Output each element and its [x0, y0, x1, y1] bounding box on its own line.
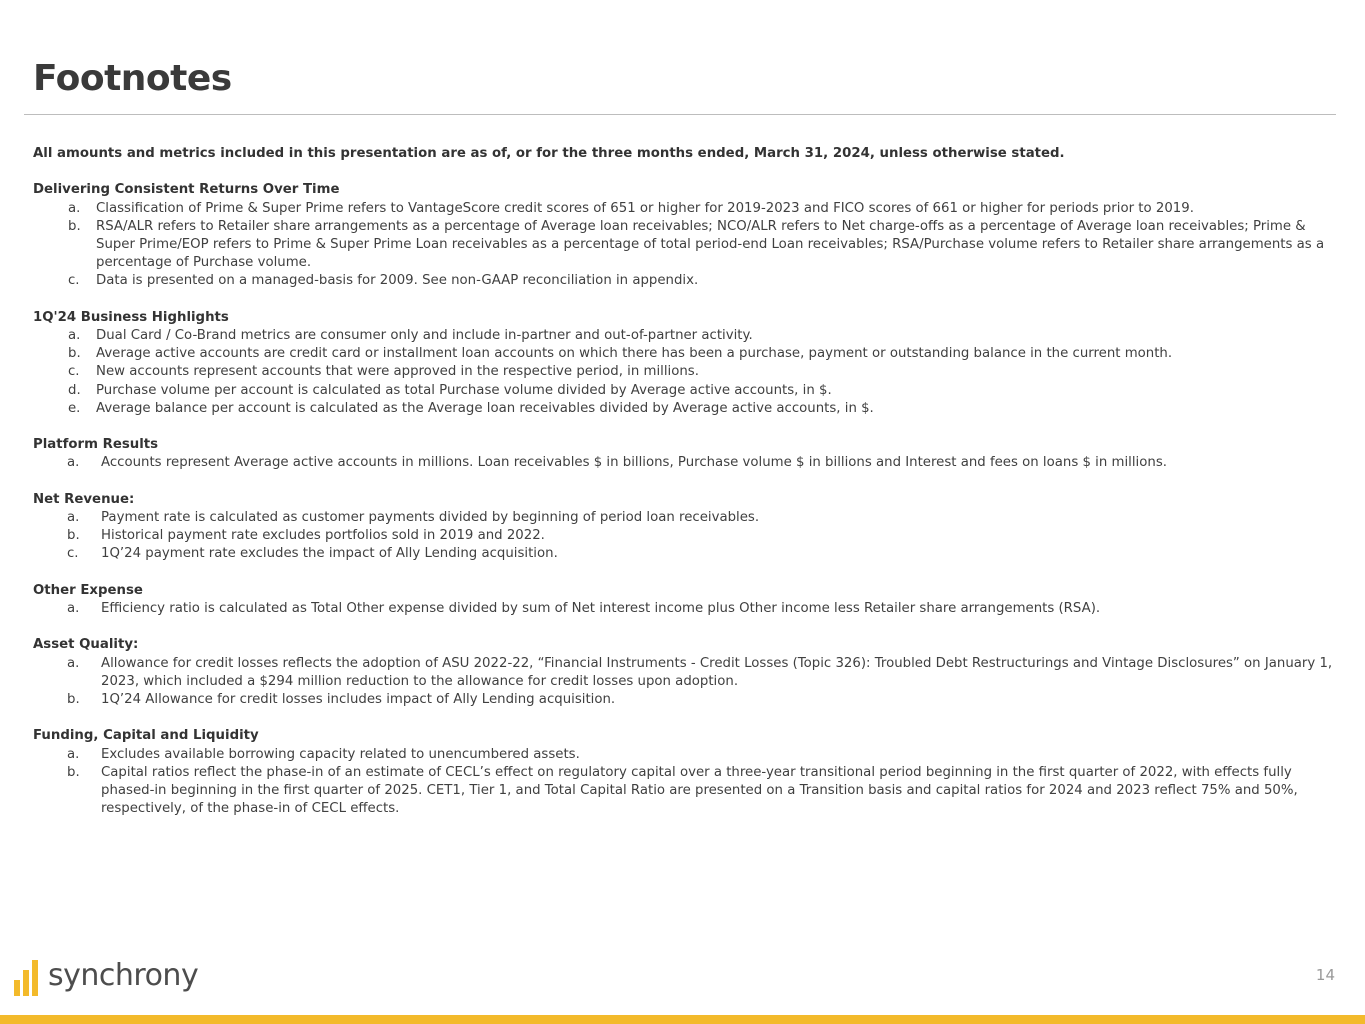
footnote-item — [33, 600, 1333, 618]
footnote-text: Allowance for credit losses reflects the adoption of ASU 2022-22, “Financial Instruments - Credit Losses (Topic 326): Troubled Debt Restructurings and Vintage Disclosures” on January 1, 2023, which included a $294 million reduction to the allowance for credit losses upon adoption. — [101, 655, 1333, 689]
footnote-section — [33, 181, 1333, 290]
footnote-section — [33, 491, 1333, 564]
footnote-letter: d. — [68, 382, 81, 398]
footnote-item — [33, 764, 1333, 819]
footnote-text: Efficiency ratio is calculated as Total Other expense divided by sum of Net interest income plus Other income less Retailer share arrangements (RSA). — [101, 601, 1101, 616]
footnote-letter: b. — [68, 218, 81, 234]
footnote-letter: a. — [67, 655, 80, 671]
footnote-item — [33, 746, 1333, 764]
section-heading: Delivering Consistent Returns Over Time — [33, 182, 340, 198]
footnote-letter: c. — [68, 273, 80, 289]
footnote-section — [33, 582, 1333, 618]
footnote-sections — [33, 181, 1333, 818]
logo-bars-icon — [14, 958, 44, 998]
footnote-item — [33, 691, 1333, 709]
footnote-text: Data is presented on a managed-basis for 2009. See non-GAAP reconciliation in appendix. — [96, 273, 699, 289]
footnotes-content — [33, 145, 1333, 837]
footnote-item — [33, 200, 1333, 218]
page-title: Footnotes — [33, 58, 232, 99]
footnote-letter: a. — [68, 328, 81, 343]
footer-accent-bar — [0, 1015, 1365, 1024]
section-heading: Asset Quality: — [33, 637, 139, 653]
footnote-item — [33, 327, 1333, 345]
logo-wordmark: synchrony — [48, 958, 199, 993]
footnote-item — [33, 218, 1333, 273]
title-divider — [24, 114, 1336, 115]
footnote-text: Purchase volume per account is calculated as total Purchase volume divided by Average active accounts, in $. — [96, 382, 832, 398]
footnote-letter: a. — [67, 746, 80, 762]
page-number: 14 — [1315, 966, 1335, 984]
intro-statement: All amounts and metrics included in this presentation are as of, or for the three months ended, March 31, 2024, unless otherwise stated. — [33, 146, 1065, 161]
footnote-letter: c. — [67, 546, 79, 562]
footnote-text: Excludes available borrowing capacity related to unencumbered assets. — [101, 746, 580, 762]
footnote-item — [33, 363, 1333, 381]
footnote-item — [33, 509, 1333, 527]
footnote-letter: b. — [67, 764, 80, 780]
footnote-letter: b. — [67, 528, 80, 544]
footnote-section — [33, 636, 1333, 709]
footnote-section — [33, 727, 1333, 818]
footnote-text: RSA/ALR refers to Retailer share arrangements as a percentage of Average loan receivables; NCO/ALR refers to Net charge-offs as a percentage of Average loan receivables; Prime & Super Prime/EOP refers to Prime & Super Prime Loan receivables as a percentage of total period-end Loan receivables; RSA/Purchase volume refers to Retailer share arrangements as a percentage of Purchase volume. — [96, 218, 1325, 271]
footnote-text: 1Q’24 payment rate excludes the impact of Ally Lending acquisition. — [101, 546, 558, 562]
footnote-text: Average balance per account is calculated as the Average loan receivables divided by Average active accounts, in $. — [96, 400, 874, 416]
section-heading: Net Revenue: — [33, 491, 135, 507]
footnote-text: Payment rate is calculated as customer payments divided by beginning of period loan receivables. — [101, 510, 760, 525]
footnote-text: Dual Card / Co-Brand metrics are consumer only and include in-partner and out-of-partner activity. — [96, 328, 753, 343]
footnote-item — [33, 272, 1333, 290]
footnote-item — [33, 655, 1333, 691]
footnote-item — [33, 400, 1333, 418]
footnote-letter: c. — [68, 364, 80, 380]
footnote-letter: b. — [68, 346, 81, 362]
footnote-item — [33, 454, 1333, 472]
footnote-item — [33, 345, 1333, 363]
footnote-letter: e. — [68, 400, 81, 416]
footnote-letter: a. — [67, 510, 80, 525]
section-heading: Funding, Capital and Liquidity — [33, 728, 259, 744]
footnote-text: Average active accounts are credit card or installment loan accounts on which there has been a purchase, payment or outstanding balance in the current month. — [96, 346, 1173, 362]
footnote-letter: a. — [68, 200, 81, 216]
footnote-letter: b. — [67, 692, 80, 707]
footnote-text: Capital ratios reflect the phase-in of an estimate of CECL’s effect on regulatory capital over a three-year transitional period beginning in the first quarter of 2022, with effects fully phased-in beginning in the first quarter of 2025. CET1, Tier 1, and Total Capital Ratio are presented on a Transition basis and capital ratios for 2024 and 2023 reflect 75% and 50%, respectively, of the phase-in of CECL effects. — [101, 764, 1298, 817]
footnote-text: 1Q’24 Allowance for credit losses includes impact of Ally Lending acquisition. — [101, 692, 616, 707]
section-heading: 1Q'24 Business Highlights — [33, 309, 229, 325]
footnote-text: Accounts represent Average active accounts in millions. Loan receivables $ in billions, Purchase volume $ in billions and Interest and fees on loans $ in millions. — [101, 455, 1167, 471]
footnote-item — [33, 382, 1333, 400]
synchrony-logo — [14, 958, 204, 998]
section-heading: Platform Results — [33, 437, 159, 453]
footnote-text: New accounts represent accounts that were approved in the respective period, in millions. — [96, 364, 699, 380]
footnote-text: Classification of Prime & Super Prime refers to VantageScore credit scores of 651 or higher for 2019-2023 and FICO scores of 661 or higher for periods prior to 2019. — [96, 200, 1194, 216]
section-heading: Other Expense — [33, 582, 143, 598]
footnote-section — [33, 309, 1333, 418]
footnote-text: Historical payment rate excludes portfolios sold in 2019 and 2022. — [101, 528, 545, 544]
footnote-section — [33, 436, 1333, 472]
footnote-item — [33, 545, 1333, 563]
footnote-letter: a. — [67, 455, 80, 471]
footnote-letter: a. — [67, 601, 80, 616]
footnote-item — [33, 527, 1333, 545]
